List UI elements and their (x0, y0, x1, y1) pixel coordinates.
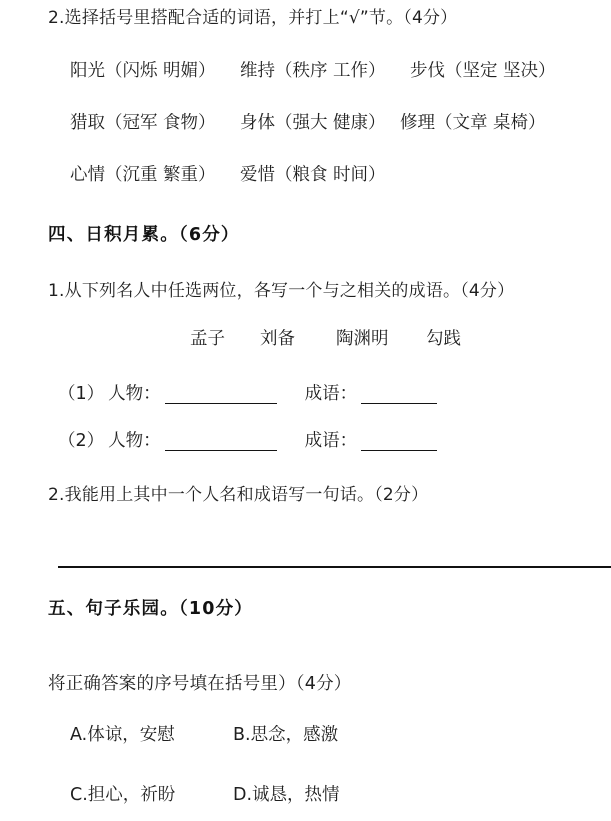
section-four-q1-prompt: 1.从下列名人中任选两位，各写一个与之相关的成语。（4分） (48, 281, 515, 301)
person-blank-1[interactable] (165, 388, 277, 404)
word-pair-cell: 心情（沉重 繁重） (70, 165, 216, 185)
question-match-prompt: 2.选择括号里搭配合适的词语，并打上“√”节。（4分） (48, 8, 458, 28)
option-d[interactable]: D.诚恳，热情 (233, 785, 340, 805)
option-row-2 (70, 787, 340, 805)
word-pair-row-1 (70, 63, 556, 81)
section-five-heading: 五、句子乐园。（10分） (48, 599, 254, 619)
word-pair-cell: 猎取（冠军 食物） (70, 113, 216, 133)
name-item: 勾践 (426, 329, 461, 349)
word-pair-cell: 阳光（闪烁 明媚） (70, 61, 216, 81)
answer-row-index: （1） (58, 384, 105, 404)
name-item: 刘备 (260, 329, 295, 349)
person-blank-2[interactable] (165, 435, 277, 451)
section-five-instruction: 将正确答案的序号填在括号里）（4分） (48, 674, 352, 694)
section-four-heading: 四、日积月累。（6分） (48, 225, 240, 245)
option-c[interactable]: C.担心，祈盼 (70, 785, 176, 805)
name-item: 孟子 (190, 329, 225, 349)
name-item: 陶渊明 (336, 329, 389, 349)
answer-row-1 (58, 386, 437, 404)
word-pair-cell: 爱惜（粮食 时间） (240, 165, 386, 185)
answer-row-index: （2） (58, 431, 105, 451)
answer-row-2 (58, 433, 437, 451)
option-a[interactable]: A.体谅，安慰 (70, 725, 175, 745)
option-b[interactable]: B.思念，感激 (233, 725, 339, 745)
word-pair-row-3 (70, 167, 386, 185)
word-pair-cell: 维持（秩序 工作） (240, 61, 386, 81)
person-label: 人物： (108, 384, 161, 404)
free-response-writing-line[interactable] (58, 566, 611, 568)
word-pair-cell: 步伐（坚定 坚决） (410, 61, 556, 81)
idiom-label: 成语： (304, 384, 358, 404)
idiom-label: 成语： (304, 431, 358, 451)
word-pair-cell: 修理（文章 桌椅） (400, 113, 546, 133)
idiom-blank-2[interactable] (361, 435, 437, 451)
person-label: 人物： (108, 431, 161, 451)
name-choice-list (190, 331, 461, 349)
option-row-1 (70, 727, 338, 745)
word-pair-row-2 (70, 115, 546, 133)
idiom-blank-1[interactable] (361, 388, 437, 404)
section-four-q2-prompt: 2.我能用上其中一个人名和成语写一句话。（2分） (48, 485, 429, 505)
word-pair-cell: 身体（强大 健康） (240, 113, 386, 133)
